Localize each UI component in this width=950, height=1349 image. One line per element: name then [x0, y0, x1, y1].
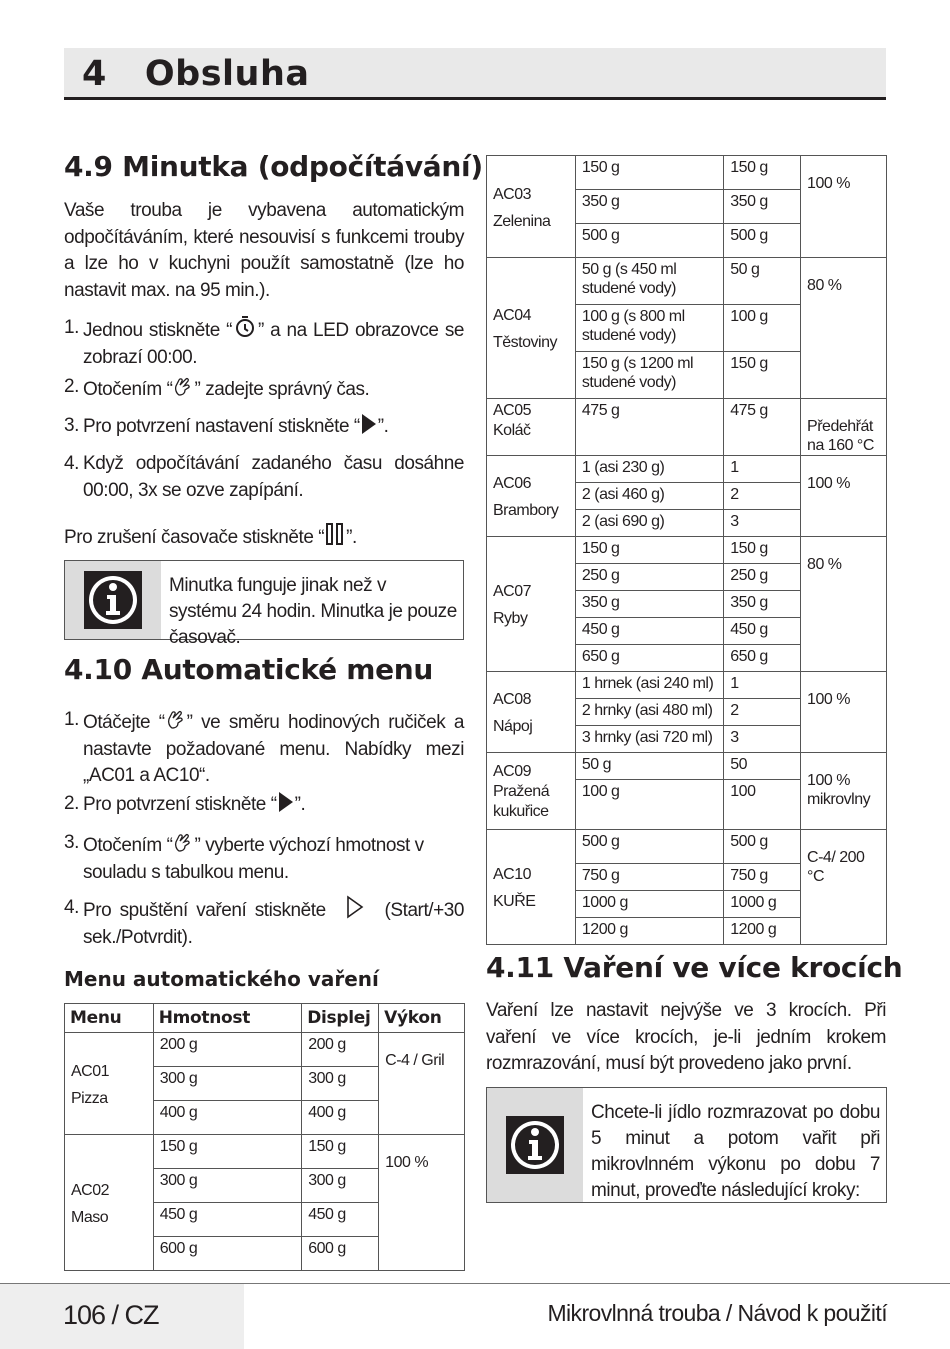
col-header-display: Displej: [302, 1004, 379, 1033]
menu-label: KUŘE: [493, 893, 536, 910]
menu-label: Těstoviny: [493, 334, 557, 351]
menu-cell: [487, 399, 576, 456]
weight-cell: 150 g (s 1200 ml studené vody): [575, 352, 723, 399]
weight-cell: 3 hrnky (asi 720 ml): [575, 726, 723, 753]
weight-cell: 200 g: [153, 1033, 302, 1067]
weight-cell: 1200 g: [575, 918, 723, 945]
menu-label: AC01: [71, 1062, 110, 1080]
display-cell: 50 g: [724, 258, 801, 305]
weight-cell: 150 g: [575, 156, 723, 190]
display-cell: 2: [724, 483, 801, 510]
weight-cell: 250 g: [575, 564, 723, 591]
multistep-intro-text: Vaření lze nastavit nejvýše ve 3 krocích. Při vaření ve více krocích, je-li jedním krokem rozmrazování, musí být provedeno jako první.: [486, 1000, 886, 1074]
menu-label: AC03: [493, 185, 532, 203]
menu-cell: [487, 258, 576, 399]
timer-step-1: 1. Jednou stiskněte “ ” a na LED obrazovce se zobrazí 00:00.: [64, 317, 464, 368]
power-cell: 80 %: [801, 258, 887, 399]
weight-cell: 600 g: [153, 1237, 302, 1271]
weight-cell: 475 g: [575, 399, 723, 456]
weight-cell: 300 g: [153, 1169, 302, 1203]
table-row: [487, 156, 887, 190]
timer-icon: [233, 315, 257, 339]
table-row: [487, 258, 887, 305]
page-number: 106 / CZ: [63, 1300, 159, 1330]
chapter-title: 4 Obsluha: [82, 54, 310, 94]
display-cell: 475 g: [724, 399, 801, 456]
table-row: [487, 537, 887, 564]
document-title: Mikrovlnná trouba / Návod k použití: [547, 1300, 887, 1326]
weight-cell: 100 g: [575, 780, 723, 830]
menu-label: AC04: [493, 307, 532, 324]
display-cell: 3: [724, 726, 801, 753]
weight-cell: 1000 g: [575, 891, 723, 918]
display-cell: 150 g: [302, 1135, 379, 1169]
menu-cell: [487, 456, 576, 537]
display-cell: 1: [724, 672, 801, 699]
display-cell: 450 g: [724, 618, 801, 645]
power-cell: 100 %: [801, 456, 887, 537]
menu-label: Brambory: [493, 502, 559, 519]
display-cell: 350 g: [724, 190, 801, 224]
menu-label: AC06: [493, 475, 532, 492]
weight-cell: 350 g: [575, 190, 723, 224]
section-heading-4-10: 4.10 Automatické menu: [64, 653, 434, 686]
menu-cell: [65, 1033, 154, 1135]
menu-label: Maso: [71, 1208, 109, 1226]
weight-cell: 150 g: [153, 1135, 302, 1169]
multistep-info-note: [486, 1087, 887, 1203]
pause-icon: [325, 522, 345, 546]
table-row: [487, 672, 887, 699]
section-heading-4-11: 4.11 Vaření ve více krocích: [486, 951, 903, 984]
weight-cell: 350 g: [575, 591, 723, 618]
menu-label: AC05 Koláč: [493, 402, 532, 439]
display-cell: 300 g: [302, 1169, 379, 1203]
menu-cell: [487, 753, 576, 830]
power-cell: 100 % mikrovlny: [801, 753, 887, 830]
table-row: [487, 830, 887, 864]
menu-label: kukuřice: [493, 803, 549, 820]
display-cell: 400 g: [302, 1101, 379, 1135]
weight-cell: 450 g: [575, 618, 723, 645]
display-cell: 1000 g: [724, 891, 801, 918]
table-row: [487, 456, 887, 483]
auto-step-4: 4. Pro spuštění vaření stiskněte (Start/+30 sek./Potvrdit).: [64, 897, 464, 948]
weight-cell: 400 g: [153, 1101, 302, 1135]
timer-step-2: 2. Otočením “ ” zadejte správný čas.: [64, 376, 370, 400]
menu-cell: [487, 537, 576, 672]
play-icon: [278, 791, 294, 813]
power-cell: 100 %: [379, 1135, 465, 1271]
display-cell: 2: [724, 699, 801, 726]
display-cell: 750 g: [724, 864, 801, 891]
table-row: [65, 1033, 465, 1067]
menu-cell: [65, 1135, 154, 1271]
auto-menu-table-left: [64, 1003, 465, 1271]
timer-intro-text: Vaše trouba je vybavena automatickým odpočítáváním, které nesouvisí s funkcemi trouby a lze ho v kuchyni použít samostatně (lze ho nastavit max. na 95 min.).: [64, 200, 464, 301]
display-cell: 500 g: [724, 224, 801, 258]
weight-cell: 300 g: [153, 1067, 302, 1101]
timer-step-3: 3. Pro potvrzení nastavení stiskněte “ ”.: [64, 415, 389, 437]
menu-cell: [487, 830, 576, 945]
weight-cell: 50 g: [575, 753, 723, 780]
rotary-knob-icon: [166, 707, 186, 731]
weight-cell: 500 g: [575, 830, 723, 864]
auto-step-1: 1. Otáčejte “ ” ve směru hodinových ručiček a nastavte požadované menu. Nabídky mezi „AC01 a AC10“.: [64, 709, 464, 786]
multistep-note-text: Chcete-li jídlo rozmrazovat po dobu 5 minut a potom vařit při mikrovlnném výkonu po dobu 7 minut, proveďte následující kroky:: [591, 1102, 880, 1201]
power-cell: C-4 / Gril: [379, 1033, 465, 1135]
col-header-weight: Hmotnost: [153, 1004, 302, 1033]
menu-label: AC08: [493, 691, 532, 708]
info-icon: [84, 571, 142, 629]
col-header-power: Výkon: [379, 1004, 465, 1033]
chapter-header: [64, 48, 886, 100]
weight-cell: 2 (asi 690 g): [575, 510, 723, 537]
weight-cell: 100 g (s 800 ml studené vody): [575, 305, 723, 352]
timer-step-4: 4. Když odpočítávání zadaného času dosáhne 00:00, 3x se ozve zapípání.: [64, 453, 464, 501]
display-cell: 250 g: [724, 564, 801, 591]
weight-cell: 450 g: [153, 1203, 302, 1237]
weight-cell: 500 g: [575, 224, 723, 258]
display-cell: 1200 g: [724, 918, 801, 945]
display-cell: 500 g: [724, 830, 801, 864]
menu-label: Pizza: [71, 1089, 108, 1107]
display-cell: 150 g: [724, 352, 801, 399]
display-cell: 450 g: [302, 1203, 379, 1237]
weight-cell: 50 g (s 450 ml studené vody): [575, 258, 723, 305]
weight-cell: 650 g: [575, 645, 723, 672]
timer-info-note: [64, 560, 464, 648]
menu-label: AC09: [493, 763, 532, 780]
weight-cell: 2 hrnky (asi 480 ml): [575, 699, 723, 726]
menu-label: Zelenina: [493, 212, 551, 230]
auto-step-2: 2. Pro potvrzení stiskněte “ ”.: [64, 793, 306, 815]
table-row: [487, 753, 887, 780]
display-cell: 100: [724, 780, 801, 830]
display-cell: 150 g: [724, 156, 801, 190]
menu-label: Nápoj: [493, 718, 533, 735]
weight-cell: 750 g: [575, 864, 723, 891]
display-cell: 600 g: [302, 1237, 379, 1271]
menu-label: AC10: [493, 866, 532, 883]
display-cell: 3: [724, 510, 801, 537]
weight-cell: 150 g: [575, 537, 723, 564]
weight-cell: 1 hrnek (asi 240 ml): [575, 672, 723, 699]
play-icon: [361, 413, 377, 435]
display-cell: 200 g: [302, 1033, 379, 1067]
power-cell: Předehřát na 160 °C: [801, 399, 887, 456]
info-icon: [506, 1116, 564, 1174]
power-cell: 100 %: [801, 672, 887, 753]
auto-menu-table-right: [486, 155, 887, 945]
col-header-menu: Menu: [65, 1004, 154, 1033]
display-cell: 300 g: [302, 1067, 379, 1101]
menu-label: AC02: [71, 1181, 110, 1199]
auto-step-3: 3. Otočením “ ” vyberte výchozí hmotnost v souladu s tabulkou menu.: [64, 832, 424, 883]
page-footer: [0, 1283, 950, 1348]
timer-cancel-text: Pro zrušení časovače stiskněte “ ”.: [64, 522, 464, 552]
weight-cell: 2 (asi 460 g): [575, 483, 723, 510]
table-row: [487, 399, 887, 456]
display-cell: 1: [724, 456, 801, 483]
weight-cell: 1 (asi 230 g): [575, 456, 723, 483]
table-row: [65, 1135, 465, 1169]
power-cell: 80 %: [801, 537, 887, 672]
auto-menu-table-title: Menu automatického vaření: [64, 967, 379, 991]
rotary-knob-icon: [173, 830, 193, 854]
menu-cell: [487, 156, 576, 258]
display-cell: 650 g: [724, 645, 801, 672]
power-cell: C-4/ 200 °C: [801, 830, 887, 945]
display-cell: 350 g: [724, 591, 801, 618]
power-cell: 100 %: [801, 156, 887, 258]
rotary-knob-icon: [173, 374, 193, 398]
menu-label: Pražená: [493, 783, 550, 800]
display-cell: 100 g: [724, 305, 801, 352]
start-icon: [346, 895, 364, 919]
timer-note-text: Minutka funguje jinak než v systému 24 hodin. Minutka je pouze časovač.: [169, 575, 457, 648]
menu-label: AC07: [493, 583, 532, 600]
section-heading-4-9: 4.9 Minutka (odpočítávání): [64, 150, 483, 183]
menu-label: Ryby: [493, 610, 528, 627]
display-cell: 50: [724, 753, 801, 780]
menu-cell: [487, 672, 576, 753]
display-cell: 150 g: [724, 537, 801, 564]
